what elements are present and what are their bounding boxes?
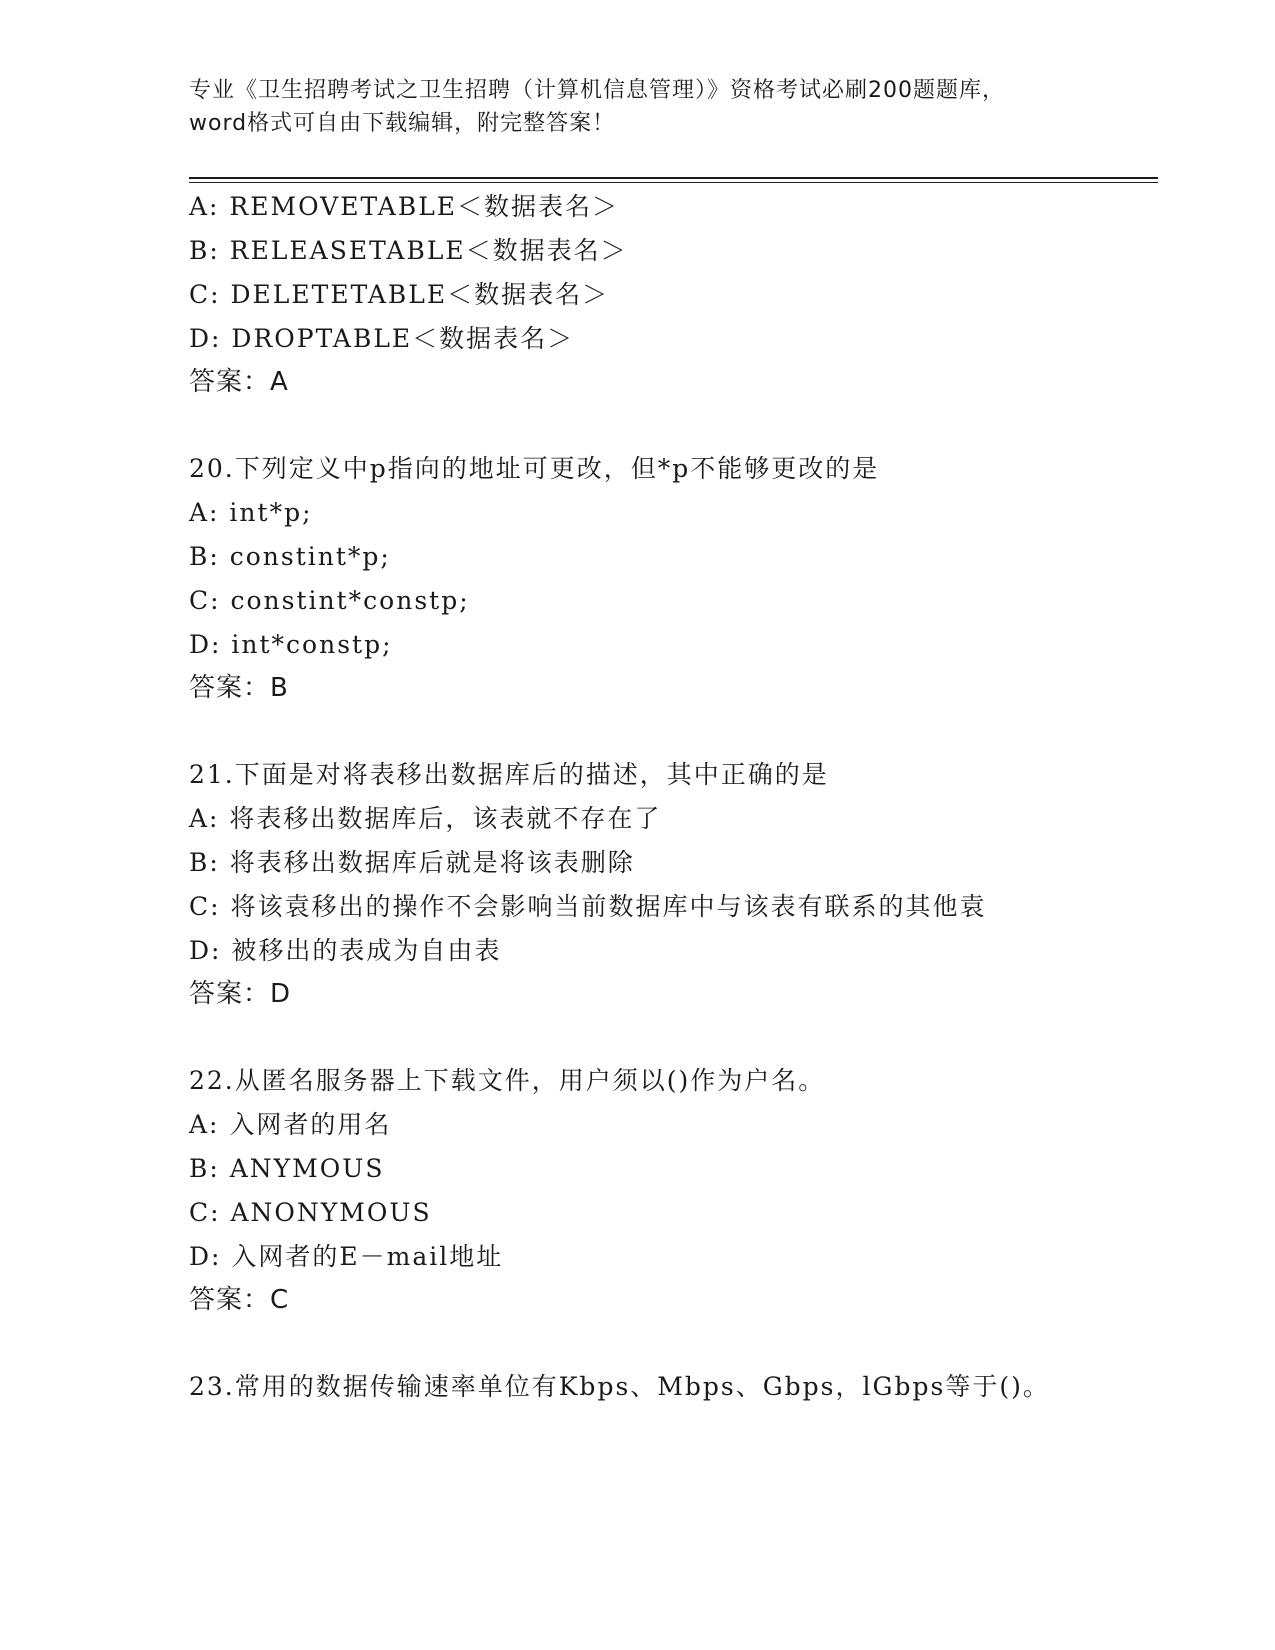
q22-question: 22.从匿名服务器上下载文件，用户须以()作为户名。 (189, 1066, 826, 1095)
q21-question: 21.下面是对将表移出数据库后的描述，其中正确的是 (189, 760, 829, 789)
q22-option-c: C: ANONYMOUS (189, 1198, 432, 1227)
q21-answer: 答案：D (189, 979, 292, 1009)
q19-option-a: A: REMOVETABLE＜数据表名＞ (189, 192, 620, 221)
q22-option-d: D: 入网者的E－mail地址 (189, 1242, 504, 1271)
q22-option-b: B: ANYMOUS (189, 1154, 385, 1183)
q21-option-d: D: 被移出的表成为自由表 (189, 936, 502, 965)
q20-option-d: D: int*constp; (189, 630, 393, 659)
q21-option-c: C: 将该袁移出的操作不会影响当前数据库中与该表有联系的其他袁 (189, 892, 987, 921)
q20-option-b: B: constint*p; (189, 542, 391, 571)
q20-option-c: C: constint*constp; (189, 586, 470, 615)
q23-question: 23.常用的数据传输速率单位有Kbps、Mbps、Gbps，lGbps等于()。 (189, 1372, 1050, 1401)
q19-option-d: D: DROPTABLE＜数据表名＞ (189, 324, 575, 353)
q19-answer: 答案：A (189, 367, 289, 397)
q20-answer: 答案：B (189, 673, 289, 703)
header-divider-thick (189, 177, 1158, 179)
q21-option-b: B: 将表移出数据库后就是将该表删除 (189, 848, 635, 877)
q20-question: 20.下列定义中p指向的地址可更改，但*p不能够更改的是 (189, 454, 880, 483)
q20-option-a: A: int*p; (189, 498, 313, 527)
header-title-line1: 专业《卫生招聘考试之卫生招聘（计算机信息管理）》资格考试必刷200题题库， (189, 78, 1005, 103)
header-divider-thin (189, 182, 1158, 183)
document-header (189, 74, 1089, 140)
header-title-line2: word格式可自由下载编辑，附完整答案！ (189, 111, 616, 136)
q22-answer: 答案：C (189, 1285, 290, 1315)
q21-option-a: A: 将表移出数据库后，该表就不存在了 (189, 804, 662, 833)
q19-option-c: C: DELETETABLE＜数据表名＞ (189, 280, 610, 309)
q22-option-a: A: 入网者的用名 (189, 1110, 392, 1139)
q19-option-b: B: RELEASETABLE＜数据表名＞ (189, 236, 628, 265)
